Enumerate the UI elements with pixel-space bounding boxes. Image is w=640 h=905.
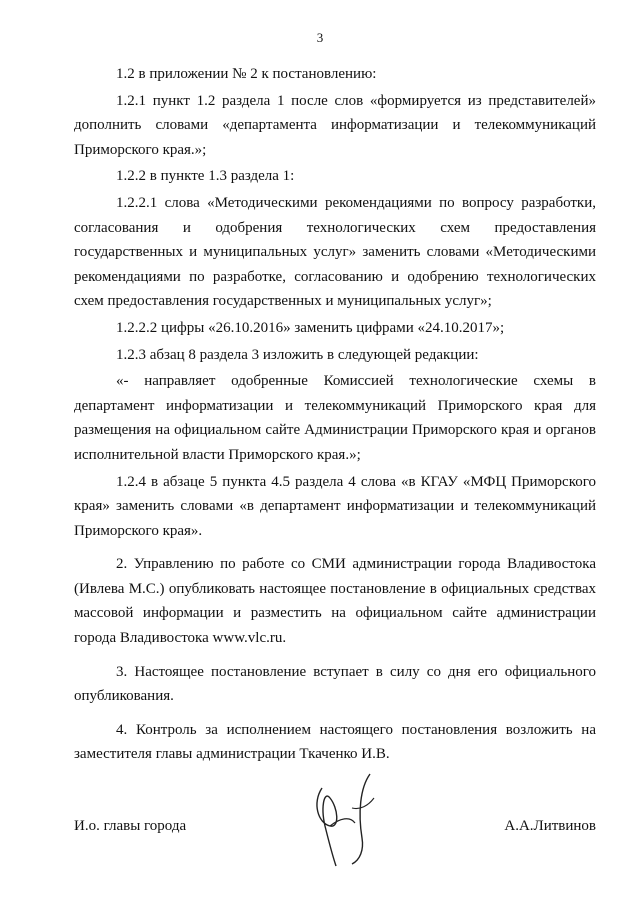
document-body: [74, 62, 596, 769]
signer-name: А.А.Литвинов: [504, 818, 596, 834]
paragraph-1-2-1: 1.2.1 пункт 1.2 раздела 1 после слов «формируется из представителей» дополнить словами «департамента информатизации и телекоммуникаций Приморского края.»;: [74, 92, 596, 158]
paragraph-1-2-2-1: 1.2.2.1 слова «Методическими рекомендациями по вопросу разработки, согласования и одобрения технологических схем предоставления государственных и муниципальных услуг» заменить словами «Методическими рекомендациями по разработке, согласованию и одобрению технологических схем предоставления государственных и муниципальных услуг»;: [74, 194, 596, 310]
paragraph-1-2-4: 1.2.4 в абзаце 5 пункта 4.5 раздела 4 слова «в КГАУ «МФЦ Приморского края» заменить словами «в департамент информатизации и телекоммуникаций Приморского края».: [74, 473, 596, 539]
paragraph-1-2-2: 1.2.2 в пункте 1.3 раздела 1:: [116, 168, 295, 185]
paragraph-quote: «- направляет одобренные Комиссией технологические схемы в департамент информатизации и телекоммуникаций Приморского края для размещения на официальном сайте Администрации Приморского края и органов исполнительной власти Приморского края.»;: [74, 373, 596, 463]
page-number: 3: [316, 30, 324, 45]
paragraph-1-2: 1.2 в приложении № 2 к постановлению:: [116, 66, 377, 82]
paragraph-4: 4. Контроль за исполнением настоящего постановления возложить на заместителя главы администрации Ткаченко И.В.: [74, 721, 596, 763]
signer-position: И.о. главы города: [74, 818, 187, 834]
paragraph-2: 2. Управлению по работе со СМИ администрации города Владивостока (Ивлева М.С.) опубликовать настоящее постановление в официальных средствах массовой информации и разместить на официальном сайте администрации города Владивостока www.vlc.ru.: [74, 556, 596, 647]
paragraph-1-2-3: 1.2.3 абзац 8 раздела 3 изложить в следующей редакции:: [116, 346, 479, 363]
paragraph-3: 3. Настоящее постановление вступает в силу со дня его официального опубликования.: [74, 663, 596, 705]
paragraph-1-2-2-2: 1.2.2.2 цифры «26.10.2016» заменить цифрами «24.10.2017»;: [116, 319, 505, 336]
signature-block: [74, 818, 596, 842]
